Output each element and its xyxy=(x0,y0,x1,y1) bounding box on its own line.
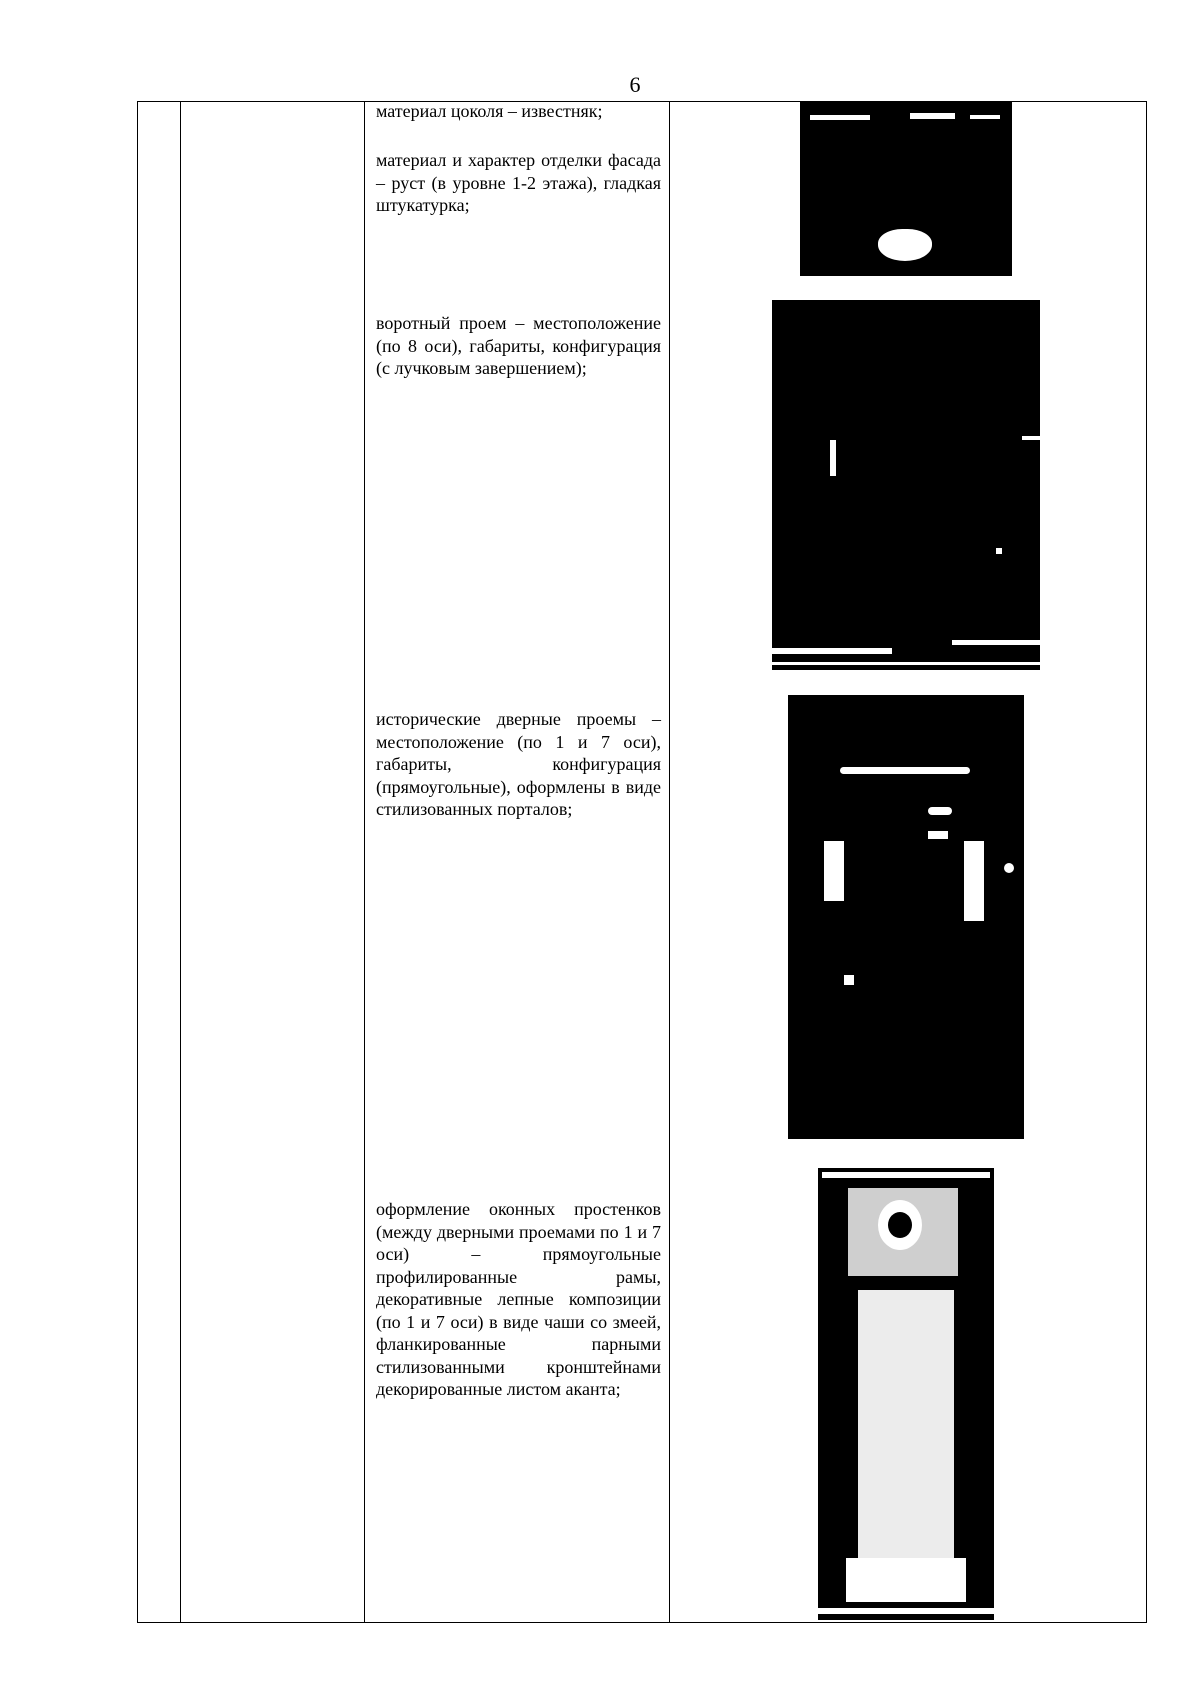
entry-plinth-material: материал цоколя – известняк; xyxy=(376,101,603,121)
photo-highlight xyxy=(824,841,844,901)
entry-facade-finish: материал и характер отделки фасада – руст (в уровне 1-2 этажа), гладкая штукатурка; xyxy=(376,150,661,215)
photo-plinth xyxy=(800,101,1012,276)
photo-highlight xyxy=(952,640,1040,645)
photo-highlight xyxy=(810,115,870,120)
photo-highlight xyxy=(928,831,948,839)
photo-highlight xyxy=(830,440,836,476)
photo-highlight xyxy=(822,1172,990,1178)
column-divider-1 xyxy=(180,102,181,1622)
photo-highlight xyxy=(910,113,955,119)
photo-highlight xyxy=(878,229,932,261)
photo-highlight xyxy=(846,1558,966,1602)
entry-gate-opening: воротный проем – местоположение (по 8 оси), габариты, конфигурация (с лучковым завершением); xyxy=(376,313,661,378)
entry-window-piers: оформление оконных простенков (между дверными проемами по 1 и 7 оси) – прямоугольные профилированные рамы, декоративные лепные композиции (по 1 и 7 оси) в виде чаши со змеей, фланкированные парными стилизованными кронштейнами декорированные листом аканта; xyxy=(376,1199,661,1399)
photo-highlight xyxy=(970,115,1000,119)
column-divider-2 xyxy=(364,102,365,1622)
photo-highlight xyxy=(1004,863,1014,873)
photo-highlight xyxy=(818,1160,994,1168)
photo-highlight xyxy=(928,807,952,815)
photo-highlight xyxy=(1022,436,1040,440)
column-divider-3 xyxy=(669,102,670,1622)
photo-highlight xyxy=(844,975,854,985)
entry-door-openings: исторические дверные проемы – местоположение (по 1 и 7 оси), габариты, конфигурация (прямоугольные), оформлены в виде стилизованных порталов; xyxy=(376,709,661,819)
photo-highlight xyxy=(964,841,984,921)
photo-window-pier xyxy=(818,1160,994,1620)
photo-highlight xyxy=(772,662,1040,665)
photo-highlight xyxy=(818,1608,994,1614)
photo-highlight xyxy=(996,548,1002,554)
page-number: 6 xyxy=(629,72,641,97)
photo-highlight xyxy=(840,767,970,774)
photo-highlight xyxy=(858,1290,954,1590)
photo-highlight xyxy=(772,648,892,654)
photo-doors xyxy=(788,695,1024,1139)
photo-gate xyxy=(772,300,1040,670)
photo-highlight xyxy=(888,1212,912,1238)
